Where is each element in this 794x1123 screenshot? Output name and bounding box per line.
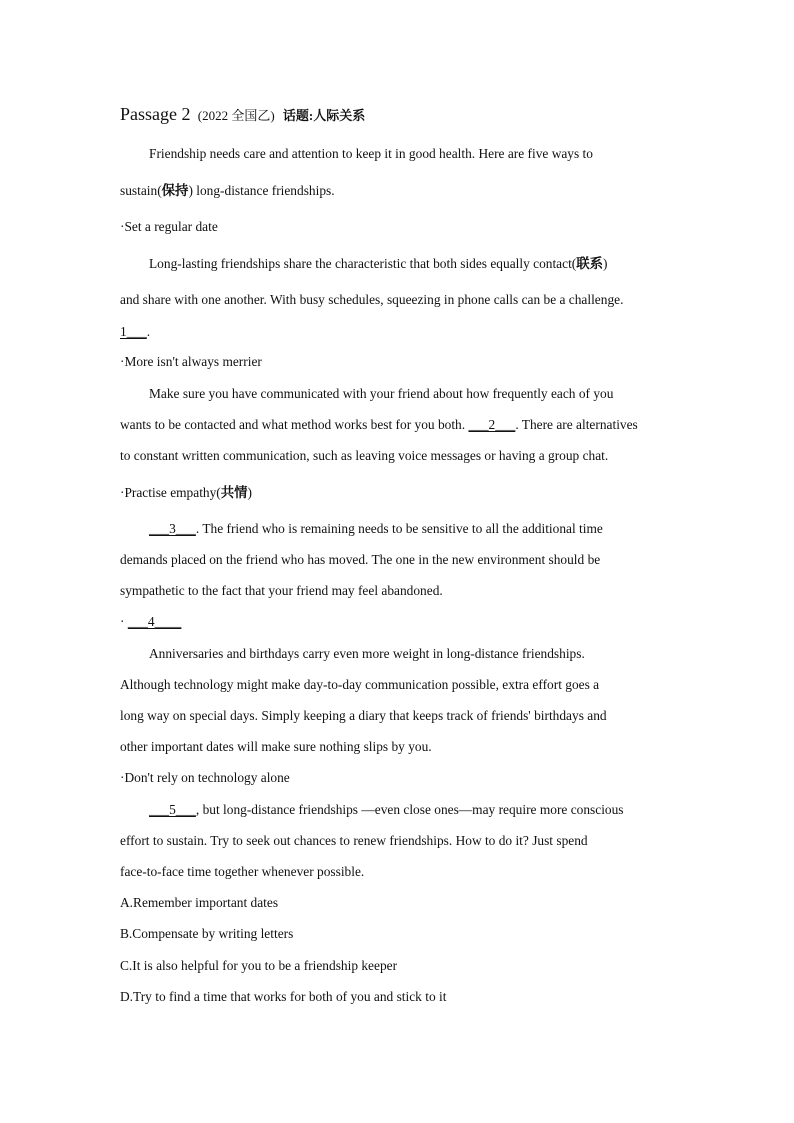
section1-cn-gloss: 联系	[576, 256, 604, 271]
section3-heading-tail: )	[247, 485, 253, 500]
passage-topic: 话题:人际关系	[282, 108, 366, 123]
blank-3[interactable]: ___3___	[149, 521, 196, 536]
option-a[interactable]: A.Remember important dates	[120, 895, 279, 910]
section2-line-3: to constant written communication, such as leaving voice messages or having a group chat.	[120, 448, 609, 463]
option-d[interactable]: D.Try to find a time that works for both of you and stick to it	[120, 989, 447, 1004]
section4-line-2: Although technology might make day-to-day communication possible, extra effort goes a	[120, 677, 600, 692]
blank-4[interactable]: ___4____	[127, 614, 182, 629]
section4-line-3: long way on special days. Simply keeping a diary that keeps track of friends' birthdays and	[120, 708, 607, 723]
section5-line-2: effort to sustain. Try to seek out chances to renew friendships. How to do it? Just spend	[120, 833, 588, 848]
section5-line-3: face-to-face time together whenever possible.	[120, 864, 365, 879]
section2-text-tail: . There are alternatives	[515, 417, 638, 432]
passage-source: (2022 全国乙)	[197, 108, 275, 123]
section5-text: , but long-distance friendships —even close ones—may require more conscious	[195, 802, 624, 817]
section5-heading: ·Don't rely on technology alone	[120, 770, 290, 785]
section2-text: wants to be contacted and what method works best for you both.	[120, 417, 469, 432]
section2-line-2	[120, 417, 638, 433]
section3-text: . The friend who is remaining needs to be sensitive to all the additional time	[195, 521, 603, 536]
section3-heading-text: ·Practise empathy(	[120, 485, 221, 500]
blank-1-line	[120, 324, 150, 340]
intro-text-tail: ) long-distance friendships.	[188, 183, 335, 198]
section3-cn-gloss: 共情	[220, 485, 248, 500]
section2-line-1: Make sure you have communicated with your friend about how frequently each of you	[149, 386, 614, 401]
section1-line-1	[149, 256, 608, 272]
section3-heading	[120, 485, 252, 501]
section2-heading: ·More isn't always merrier	[120, 354, 262, 369]
section4-line-4: other important dates will make sure nothing slips by you.	[120, 739, 432, 754]
intro-cn-gloss: 保持	[161, 183, 189, 198]
section1-text: Long-lasting friendships share the characteristic that both sides equally contact(	[149, 256, 577, 271]
section1-heading: ·Set a regular date	[120, 219, 218, 234]
passage-number: Passage 2	[120, 104, 191, 124]
intro-text: sustain(	[120, 183, 162, 198]
section1-text-tail: )	[603, 256, 608, 271]
blank-1-tail: .	[146, 324, 151, 339]
intro-line-1: Friendship needs care and attention to keep it in good health. Here are five ways to	[149, 146, 593, 161]
blank-2[interactable]: ___2___	[468, 417, 516, 432]
blank-1[interactable]: 1___	[120, 324, 147, 339]
passage-title	[120, 104, 365, 125]
blank-5[interactable]: ___5___	[149, 802, 196, 817]
section3-line-1	[149, 521, 603, 537]
section3-line-2: demands placed on the friend who has moved. The one in the new environment should be	[120, 552, 601, 567]
section1-line-2: and share with one another. With busy schedules, squeezing in phone calls can be a challenge.	[120, 292, 624, 307]
intro-line-2	[120, 183, 335, 199]
option-b[interactable]: B.Compensate by writing letters	[120, 926, 294, 941]
section3-line-3: sympathetic to the fact that your friend may feel abandoned.	[120, 583, 443, 598]
section4-bullet: ·	[120, 614, 128, 629]
section4-heading	[120, 614, 181, 630]
section4-line-1: Anniversaries and birthdays carry even more weight in long-distance friendships.	[149, 646, 585, 661]
section5-line-1	[149, 802, 624, 818]
option-c[interactable]: C.It is also helpful for you to be a friendship keeper	[120, 958, 398, 973]
